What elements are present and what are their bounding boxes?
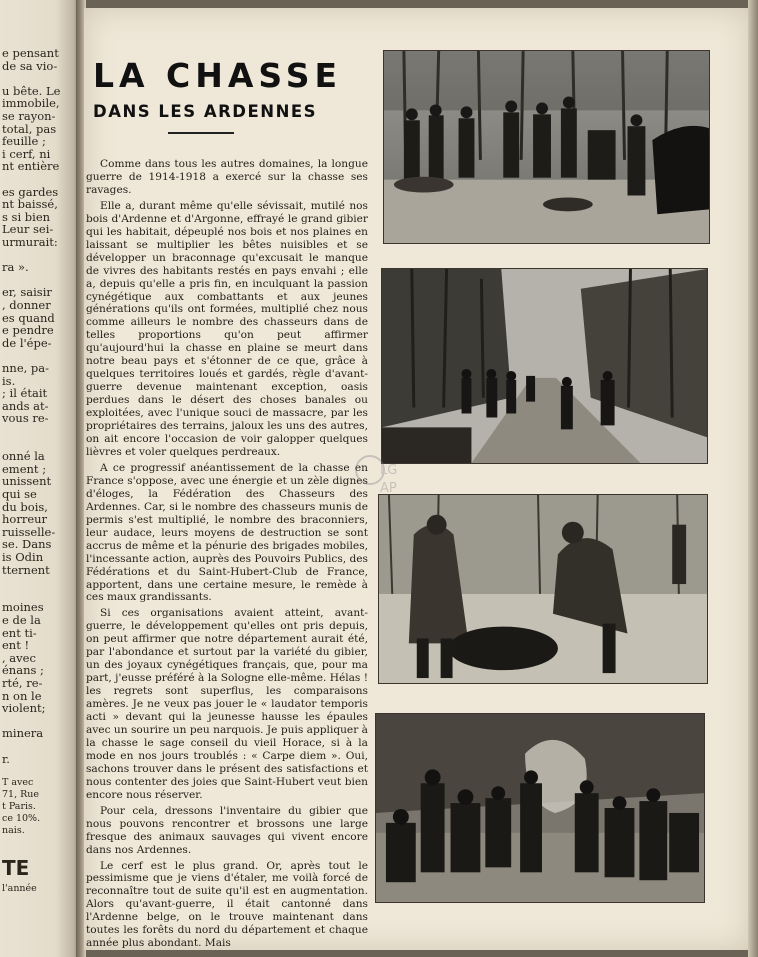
article-paragraph: Pour cela, dressons l'inventaire du gibier que nous pouvons rencontrer et brossons une large fresque des animaux sauvages qui vivent encore dans nos Ardennes. <box>86 804 368 856</box>
previous-page-text-line: de l'épe- <box>2 335 52 350</box>
article-paragraph: Elle a, durant même qu'elle sévissait, mutilé nos bois d'Ardenne et d'Argonne, effrayé le grand gibier qui les habitait, dépeuplé nos bois et nos plaines en laissant se multiplier les bêtes nuisibles et se développer un braconnage qu'excusait le manque de vivres des habitants restés en pays envahi ; elle a, depuis qu'elle a pris fin, en inculquant la passion cynégétique aux combattants et aux jeunes générations qu'ils ont formées, multiplié chez nous comme ailleurs le nombre des chasseurs dans de telles proportions qu'on peut affirmer qu'aujourd'hui la chasse en plaine se meurt dans notre beau pays et s'étonner de ce que, grâce à quelques territoires loués et gardés, règle d'avant-guerre devenue maintenant exception, oasis perdues dans le désert des choses banales ou exploitées, avec l'unique souci de massacre, par les propriétaires des terrains, jaloux les uns des autres, on ait encore l'occasion de voir galopper quelques lièvres et voler quelques perdreaux. <box>86 199 368 458</box>
previous-page-text-line: is Odin <box>2 550 44 564</box>
article-paragraph: Le cerf est le plus grand. Or, après tout le pessimisme que je viens d'étaler, me voilà forcé de reconnaître tout de suite qu'il est en augmentation. Alors qu'avant-guerre, il était cantonné dans l'Ardenne belge, on le trouve maintenant dans toutes les forêts du nord du département et chaque année plus abondant. Mais <box>86 859 368 950</box>
previous-page-text-line: ruisselle- <box>2 524 56 539</box>
previous-page-text-line: e de la <box>2 613 41 627</box>
previous-page-text-line: horreur <box>2 512 48 527</box>
photo-forest-path <box>381 268 708 464</box>
previous-page-text-line: , avec <box>2 650 36 665</box>
previous-page-text-line: onné la <box>2 449 45 464</box>
previous-page-text-line: minera <box>2 726 44 741</box>
previous-page-text-line: se. Dans <box>2 537 52 552</box>
page-edge-shadow <box>748 0 758 957</box>
previous-page-text-line: i cerf, ni <box>2 146 51 161</box>
previous-page-text-line: u bête. Le <box>2 83 61 98</box>
previous-page-text-line: moines <box>2 600 44 615</box>
svg-text:LG: LG <box>380 463 398 478</box>
previous-page-box-line: T avec <box>2 777 34 789</box>
previous-page-text-line: nne, pa- <box>2 361 50 375</box>
previous-page-text-line: nt baissé, <box>2 197 58 212</box>
article-paragraph: Si ces organisations avaient atteint, avant-guerre, le développement qu'elles ont pris depuis, on peut affirmer que notre département aurait été, par l'abondance et surtout par la variété du gibier, un des joyaux cynégétiques français, que, pour ma part, j'eusse préféré à la Sologne elle-même. Hélas ! les regrets sont superflus, les comparaisons amères. Je ne veux pas jouer le « laudator temporis acti » devant qui la jeunesse hausse les épaules avec un sourire un peu narquois. Je puis appliquer à la chasse le sage conseil du vieil Horace, si à la mode en nos jours troublés : « Carpe diem ». Oui, sachons trouver dans le présent des satisfactions et nous contenter des joies que Saint-Hubert veut bien encore nous réserver. <box>86 607 368 801</box>
previous-page-text-line: immobile, <box>2 96 60 111</box>
previous-page-text-line: r. <box>2 751 10 766</box>
previous-page-text-line: er, saisir <box>2 285 52 300</box>
article-title: LA CHASSE <box>93 56 343 95</box>
previous-page-footer-small: l'année <box>2 883 37 894</box>
previous-page-text-line: se rayon- <box>2 109 56 123</box>
previous-page-text-line: violent; <box>2 701 46 716</box>
previous-page-text-line: ent ti- <box>2 625 37 640</box>
previous-page-text-line: énans ; <box>2 663 44 678</box>
previous-page-text-line: e pensant <box>2 46 59 60</box>
photo-hunters-group <box>383 50 710 244</box>
article-paragraph: A ce progressif anéantissement de la chasse en France s'oppose, avec une énergie et un zèle dignes d'éloges, la Fédération des Chasseurs des Ardennes. Car, si le nombre des chasseurs munis de permis s'est multiplié, le nombre des braconniers, leur audace, leurs moyens de destruction se sont accrus de même et la pénurie des brigades mobiles, l'incessante action, auprès des Pouvoirs Publics, des Fédérations et du Saint-Hubert-Club de France, apportent, dans une certaine mesure, le remède à ces maux grandissants. <box>86 461 368 604</box>
previous-page-text-line: n on le <box>2 688 42 703</box>
previous-page-text-line: ement ; <box>2 461 47 476</box>
previous-page-text-line: es quand <box>2 310 55 325</box>
previous-page-text-line: , donner <box>2 298 51 312</box>
previous-page-text-line: total, pas <box>2 121 57 136</box>
article-subtitle: DANS LES ARDENNES <box>93 102 318 121</box>
previous-page-text-line: ands at- <box>2 398 49 413</box>
previous-page-box-line: 71, Rue <box>2 789 40 801</box>
title-underline <box>168 132 234 134</box>
previous-page-text-line: rté, re- <box>2 676 43 690</box>
previous-page-text-line: feuille ; <box>2 134 46 149</box>
previous-page-text-line: es gardes <box>2 184 59 199</box>
previous-page-text-line: ra ». <box>2 260 29 275</box>
previous-page-footer-word: TE <box>2 856 30 880</box>
svg-text:AP: AP <box>380 481 397 496</box>
previous-page-text-line: is. <box>2 373 16 388</box>
previous-page-text-line: ent ! <box>2 638 30 653</box>
article-body <box>86 158 368 953</box>
previous-page-edge <box>0 0 80 957</box>
previous-page-box-line: t Paris. <box>2 801 36 813</box>
photo-hunters-resting <box>375 713 705 903</box>
article-paragraph: Comme dans tous les autres domaines, la longue guerre de 1914-1918 a exercé sur la chasse ses ravages. <box>86 158 368 196</box>
previous-page-text-line: de sa vio- <box>2 58 58 73</box>
photo-hunters-with-boar <box>378 494 708 684</box>
previous-page-text-line: tternent <box>2 562 50 577</box>
previous-page-text-line: Leur sei- <box>2 222 54 237</box>
previous-page-text-line: unissent <box>2 474 52 489</box>
previous-page-text-line: vous re- <box>2 411 49 426</box>
previous-page-text-line: ; il était <box>2 386 48 401</box>
previous-page-box-line: ce 10%. <box>2 813 41 825</box>
previous-page-text-line: du bois, <box>2 499 48 514</box>
previous-page-text-line: nt entière <box>2 159 60 174</box>
previous-page-text-line: urmurait: <box>2 235 58 249</box>
previous-page-box-line: nais. <box>2 825 25 837</box>
previous-page-text-line: qui se <box>2 487 37 501</box>
previous-page-text-line: e pendre <box>2 323 54 338</box>
previous-page-text-line: s si bien <box>2 209 51 224</box>
